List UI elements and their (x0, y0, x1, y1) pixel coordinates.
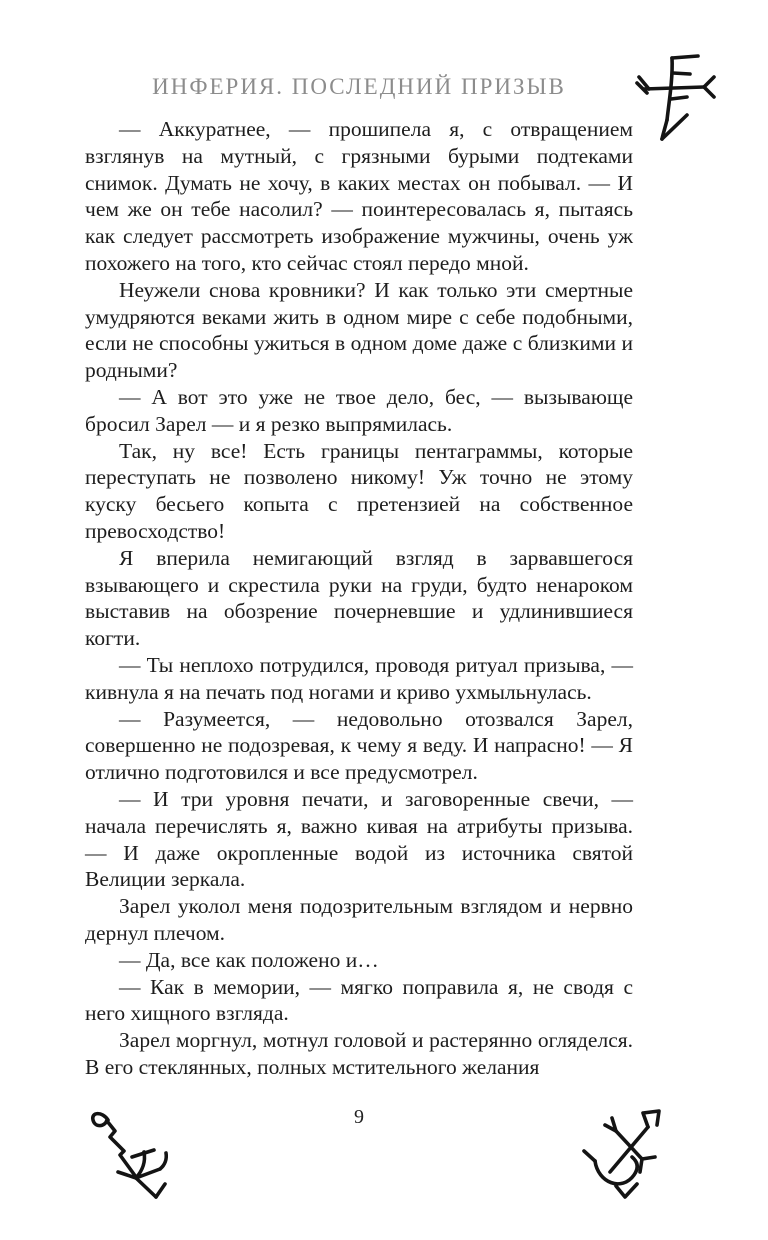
paragraph: — Ты неплохо потрудился, проводя ритуал призыва, — кивнула я на печать под ногами и криво ухмыльнулась. (85, 652, 633, 704)
paragraph: — И три уровня печати, и заговоренные свечи, — начала перечислять я, важно кивая на атрибуты призыва. — И даже окропленные водой из источника святой Велиции зеркала. (85, 786, 633, 892)
rune-doodle-bottom-right-icon (578, 1100, 676, 1204)
rune-doodle-top-right-icon (634, 46, 720, 146)
running-header: ИНФЕРИЯ. ПОСЛЕДНИЙ ПРИЗЫВ (152, 74, 566, 99)
paragraph: — Как в мемории, — мягко поправила я, не сводя с него хищного взгляда. (85, 974, 633, 1026)
paragraph: Неужели снова кровники? И как только эти смертные умудряются веками жить в одном мире с себе подобными, если не способны ужиться в одном доме даже с близкими и родными? (85, 277, 633, 383)
rune-doodle-bottom-left-icon (80, 1108, 174, 1208)
paragraph: — Разумеется, — недовольно отозвался Зарел, совершенно не подозревая, к чему я веду. И напрасно! — Я отлично подготовился и все предусмотрел. (85, 706, 633, 785)
paragraph: Так, ну все! Есть границы пентаграммы, которые переступать не позволено никому! Уж точно не этому куску бесьего копыта с претензией на собственное превосходство! (85, 438, 633, 543)
paragraph: — Аккуратнее, — прошипела я, с отвращением взглянув на мутный, с грязными бурыми подтеками снимок. Думать не хочу, в каких местах он побывал. — И чем же он тебе насолил? — поинтересовалась я, пытаясь как следует рассмотреть изображение мужчины, очень уж похожего на того, кто сейчас стоял передо мной. (85, 117, 633, 275)
paragraph: Я вперила немигающий взгляд в зарвавшегося взывающего и скрестила руки на груди, будто ненароком выставив на обозрение почерневшие и удлинившиеся когти. (85, 545, 633, 651)
page-number: 9 (354, 1106, 364, 1128)
paragraph: — А вот это уже не твое дело, бес, — вызывающе бросил Зарел — и я резко выпрямилась. (85, 384, 633, 436)
paragraph: Зарел моргнул, мотнул головой и растерянно огляделся. В его стеклянных, полных мстительного желания (85, 1028, 633, 1079)
paragraph: — Да, все как положено и… (119, 947, 379, 972)
body-text (85, 116, 633, 1081)
paragraph: Зарел уколол меня подозрительным взглядом и нервно дернул плечом. (85, 894, 633, 945)
